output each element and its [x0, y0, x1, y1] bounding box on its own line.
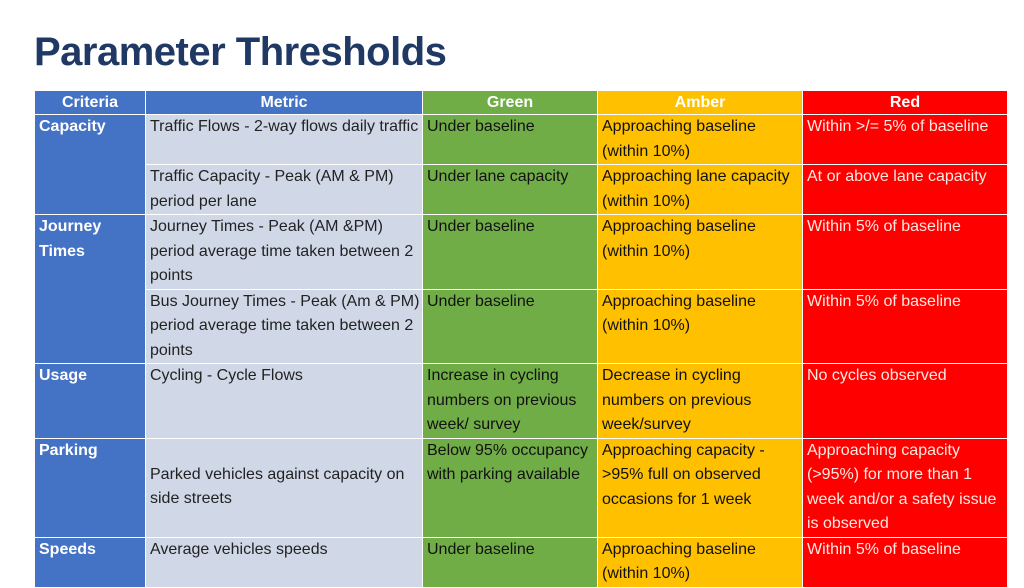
header-row — [35, 91, 1008, 115]
green-cell: Under baseline — [423, 115, 598, 165]
green-cell: Under lane capacity — [423, 165, 598, 215]
table-row — [35, 165, 1008, 215]
header-green: Green — [423, 91, 598, 115]
metric-cell: Traffic Flows - 2-way flows daily traffic — [146, 115, 423, 165]
criteria-cell: Speeds — [35, 537, 146, 587]
amber-cell: Decrease in cycling numbers on previous week/survey — [598, 364, 803, 439]
red-cell: No cycles observed — [803, 364, 1008, 439]
table-row — [35, 438, 1008, 537]
red-cell: Within 5% of baseline — [803, 289, 1008, 364]
amber-cell: Approaching baseline (within 10%) — [598, 537, 803, 587]
red-cell: Within 5% of baseline — [803, 537, 1008, 587]
criteria-cell: Capacity — [35, 115, 146, 215]
criteria-cell: Journey Times — [35, 215, 146, 364]
criteria-cell: Usage — [35, 364, 146, 439]
green-cell: Under baseline — [423, 215, 598, 290]
table-row — [35, 115, 1008, 165]
metric-cell: Bus Journey Times - Peak (Am & PM) period average time taken between 2 points — [146, 289, 423, 364]
metric-cell: Cycling - Cycle Flows — [146, 364, 423, 439]
amber-cell: Approaching baseline (within 10%) — [598, 115, 803, 165]
header-metric: Metric — [146, 91, 423, 115]
red-cell: Within 5% of baseline — [803, 215, 1008, 290]
amber-cell: Approaching baseline (within 10%) — [598, 289, 803, 364]
green-cell: Below 95% occupancy with parking available — [423, 438, 598, 537]
criteria-cell: Parking — [35, 438, 146, 537]
metric-text: Parked vehicles against capacity on side streets — [150, 465, 405, 507]
green-cell: Under baseline — [423, 289, 598, 364]
metric-cell — [146, 438, 423, 537]
table-row — [35, 537, 1008, 587]
green-cell: Under baseline — [423, 537, 598, 587]
red-cell: At or above lane capacity — [803, 165, 1008, 215]
table-row — [35, 215, 1008, 290]
amber-cell: Approaching capacity - >95% full on observed occasions for 1 week — [598, 438, 803, 537]
header-red: Red — [803, 91, 1008, 115]
metric-cell: Average vehicles speeds — [146, 537, 423, 587]
header-criteria: Criteria — [35, 91, 146, 115]
thresholds-table — [34, 90, 1008, 588]
metric-cell: Journey Times - Peak (AM &PM) period average time taken between 2 points — [146, 215, 423, 290]
metric-cell: Traffic Capacity - Peak (AM & PM) period per lane — [146, 165, 423, 215]
table-row — [35, 289, 1008, 364]
table-row — [35, 364, 1008, 439]
red-cell: Approaching capacity (>95%) for more than 1 week and/or a safety issue is observed — [803, 438, 1008, 537]
header-amber: Amber — [598, 91, 803, 115]
red-cell: Within >/= 5% of baseline — [803, 115, 1008, 165]
green-cell: Increase in cycling numbers on previous week/ survey — [423, 364, 598, 439]
amber-cell: Approaching lane capacity (within 10%) — [598, 165, 803, 215]
amber-cell: Approaching baseline (within 10%) — [598, 215, 803, 290]
page-title: Parameter Thresholds — [34, 30, 447, 74]
